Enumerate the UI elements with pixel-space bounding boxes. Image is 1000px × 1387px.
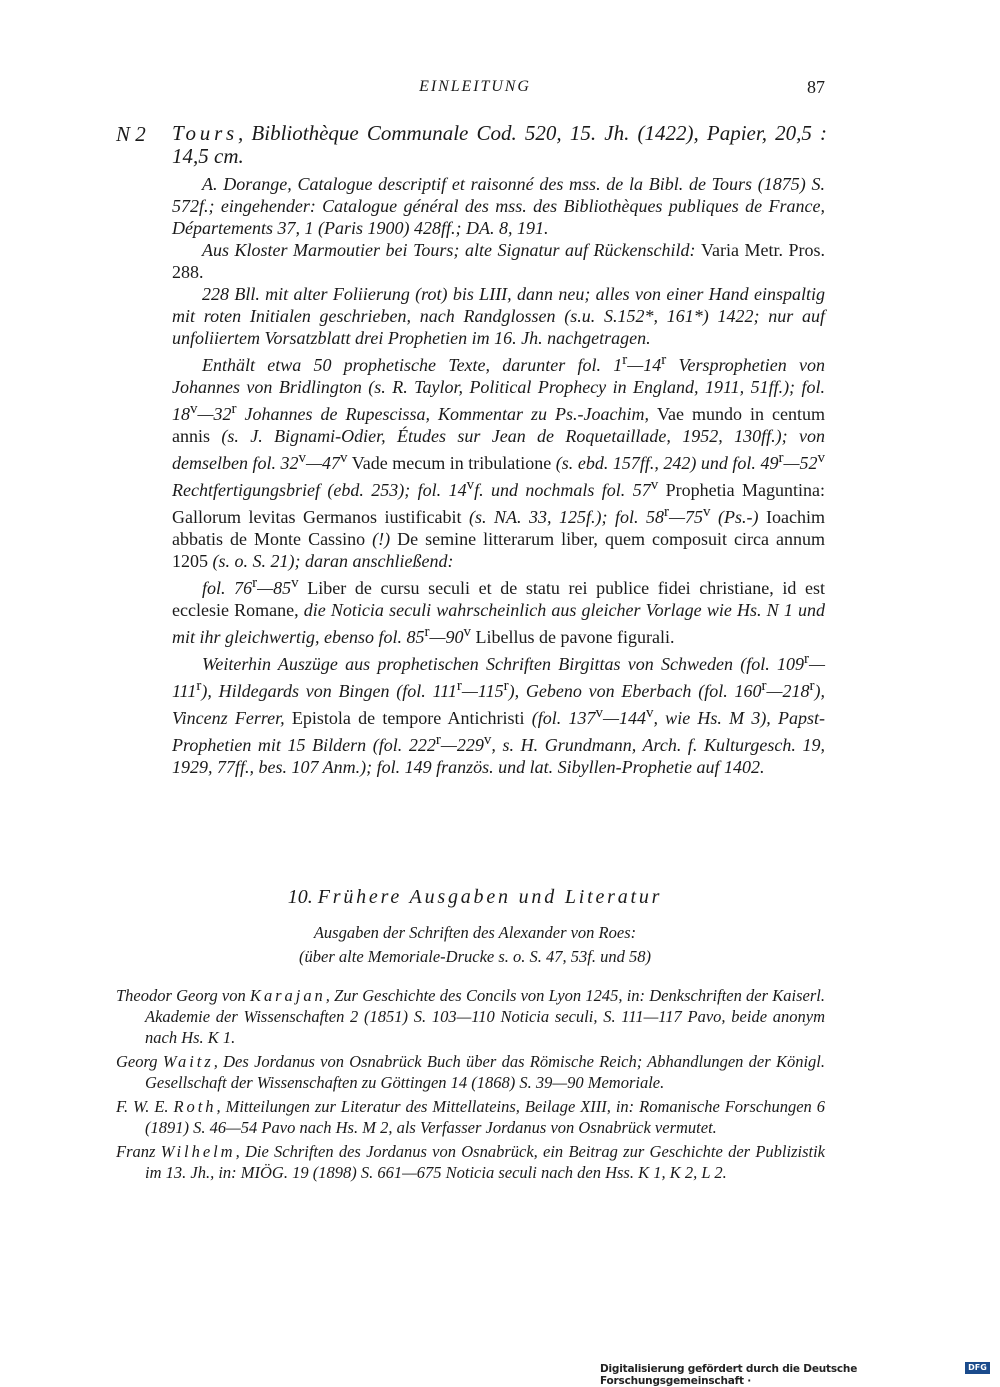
recto-mark: r xyxy=(622,352,628,368)
literature-entry xyxy=(116,1141,825,1183)
latin-title: Ioachim abbatis de Monte Cassino xyxy=(172,507,826,549)
contents-text xyxy=(658,480,665,500)
contents-text: (s. o. S. 21); daran anschließend: xyxy=(208,551,454,571)
literature-entry xyxy=(116,985,825,1048)
contents-text: , s. H. Grundmann, Arch. f. Kulturgesch. 19, 1929, 77ff., bes. 107 Anm.); fol. 149 französ. und lat. Sibyllen-Prophetie auf 1402. xyxy=(172,735,825,777)
catalogue-paragraph: A. Dorange, Catalogue descriptif et raisonné des mss. de la Bibl. de Tours (1875) S. 572f.; eingehender: Catalogue général des mss. des Bibliothèques publiques de France, Départements 37, 1 (Paris 1900) 428ff.; DA. 8, 191. xyxy=(172,174,825,238)
section-title xyxy=(150,886,800,909)
contents-text: ), Hildegards von Bingen (fol. 111 xyxy=(201,681,457,701)
entry-text: , Des Jordanus von Osnabrück Buch über das Römische Reich; Abhandlungen der Königl. Gesellschaft der Wissenschaften zu Göttingen 14 (1868) S. 39—90 Memoriale. xyxy=(145,1052,825,1092)
contents-text: Rechtfertigungsbrief (ebd. 253); fol. 14 xyxy=(172,480,467,500)
codicology-paragraph: 228 Bll. mit alter Foliierung (rot) bis LIII, dann neu; alles von einer Hand einspaltig mit roten Initialen geschrieben, nach Randglossen (s.u. S.152*, 161*) 1422; nur auf unfoliiertem Vorsatzblatt drei Prophetien im 16. Jh. nachgetragen. xyxy=(172,284,825,348)
contents-paragraph xyxy=(172,648,825,778)
manuscript-place: Tours xyxy=(172,121,238,145)
contents-text: (!) xyxy=(365,529,398,549)
author-surname: Roth xyxy=(173,1097,217,1116)
manuscript-heading-rest: , Bibliothèque Communale Cod. 520, 15. Jh. (1422), Papier, 20,5 : 14,5 cm. xyxy=(172,121,827,168)
latin-title: Liber de cursu seculi et de statu rei publice fidei christiane, id est ecclesie Romane, xyxy=(172,578,825,620)
manuscript-sigla: N 2 xyxy=(116,122,146,146)
section-title-text: Frühere Ausgaben und Literatur xyxy=(317,886,663,908)
author-first-name: F. W. E. xyxy=(116,1097,174,1116)
contents-text xyxy=(299,578,308,598)
latin-title: Epistola de tempore Antichristi xyxy=(291,708,525,728)
page-number: 87 xyxy=(807,77,825,97)
verso-mark: v xyxy=(817,450,825,466)
contents-text: —52 xyxy=(783,453,818,473)
literature-list xyxy=(116,985,825,1186)
contents-text: ), Vincenz Ferrer, xyxy=(172,681,826,728)
latin-title: Vade mecum in tribulatione xyxy=(351,453,552,473)
contents-text: —218 xyxy=(766,681,810,701)
recto-mark: r xyxy=(664,504,670,520)
recto-mark: r xyxy=(661,352,667,368)
recto-mark: r xyxy=(435,732,441,748)
provenance-text: Aus Kloster Marmoutier bei Tours; alte Signatur auf Rückenschild: xyxy=(202,240,701,260)
contents-text: —144 xyxy=(602,708,646,728)
contents-text: —32 xyxy=(197,404,232,424)
author-first-name: Georg xyxy=(116,1052,163,1071)
entry-text: , Zur Geschichte des Concils von Lyon 1245, in: Denkschriften der Kaiserl. Akademie der Wissenschaften 2 (1851) S. 103—110 Noticia seculi, S. 111—117 Pavo, beide anonym nach Hs. K 1. xyxy=(145,986,825,1047)
running-head: EINLEITUNG xyxy=(419,78,531,95)
contents-text: f. und nochmals fol. 57 xyxy=(474,480,651,500)
contents-text: —229 xyxy=(440,735,484,755)
recto-mark: r xyxy=(803,651,809,667)
latin-title: Prophetia Maguntina: Gallorum levitas Germanos iustificabit xyxy=(172,480,825,527)
verso-mark: v xyxy=(483,732,492,748)
recto-mark: r xyxy=(456,678,462,694)
contents-text: Enthält etwa 50 prophetische Texte, darunter fol. 1 xyxy=(202,355,623,375)
author-first-name: Franz xyxy=(116,1142,161,1161)
recto-mark: r xyxy=(761,678,767,694)
contents-text: (s. ebd. 157ff., 242) und fol. 49 xyxy=(551,453,779,473)
contents-paragraph xyxy=(172,572,825,648)
recto-mark: r xyxy=(778,450,784,466)
contents-text: ), Gebeno von Eberbach (fol. 160 xyxy=(508,681,762,701)
dfg-logo: DFG xyxy=(965,1362,990,1374)
manuscript-heading xyxy=(172,122,827,168)
verso-mark: v xyxy=(340,450,348,466)
recto-mark: r xyxy=(503,678,509,694)
section-subtitle: Ausgaben der Schriften des Alexander von Roes: xyxy=(313,923,637,942)
verso-mark: v xyxy=(595,705,603,721)
recto-mark: r xyxy=(424,624,430,640)
verso-mark: v xyxy=(291,575,299,591)
contents-text: (Ps.-) xyxy=(710,507,767,527)
latin-title: De semine litterarum liber, quem composuit circa annum 1205 xyxy=(172,529,825,571)
author-first-name: Theodor Georg von xyxy=(116,986,250,1005)
old-shelfmark: Varia Metr. Pros. 288. xyxy=(172,240,826,282)
entry-text: , Mitteilungen zur Literatur des Mittellateins, Beilage XIII, in: Romanische Forschungen 6 (1891) S. 46—54 Pavo nach Hs. M 2, als Verfasser Jordanus von Osnabrück vermutet. xyxy=(145,1097,825,1137)
author-surname: Wilhelm xyxy=(160,1142,236,1161)
verso-mark: v xyxy=(190,401,198,417)
contents-text: —111 xyxy=(172,654,825,701)
contents-paragraph xyxy=(172,349,825,572)
contents-text: —14 xyxy=(627,355,662,375)
contents-text: (fol. 137 xyxy=(524,708,596,728)
contents-text: (s. J. Bignami-Odier, Études sur Jean de Roquetaillade, 1952, 130ff.); von demselben fol. 32 xyxy=(172,426,825,473)
literature-entry xyxy=(116,1051,825,1093)
latin-title: Vae mundo in centum annis xyxy=(172,404,825,446)
contents-text: Johannes de Rupescissa, Kommentar zu Ps.-Joachim, xyxy=(236,404,657,424)
contents-text: , wie Hs. M 3), Papst-Prophetien mit 15 Bildern (fol. 222 xyxy=(172,708,826,755)
verso-mark: v xyxy=(466,477,475,493)
contents-text: Versprophetien von Johannes von Bridlington (s. R. Taylor, Political Prophecy in England, 1911, 51ff.); fol. 18 xyxy=(172,355,825,424)
verso-mark: v xyxy=(463,624,471,640)
contents-text: die Noticia seculi wahrscheinlich aus gleicher Vorlage wie Hs. N 1 und mit ihr gleichwertig, ebenso fol. 85 xyxy=(172,600,825,647)
digitization-note: Digitalisierung gefördert durch die Deutsche Forschungsgemeinschaft · xyxy=(600,1363,858,1387)
contents-text: —85 xyxy=(257,578,292,598)
contents-text: (s. NA. 33, 125f.); fol. 58 xyxy=(461,507,665,527)
author-surname: Waitz xyxy=(162,1052,214,1071)
manuscript-description xyxy=(172,173,825,778)
literature-entry xyxy=(116,1096,825,1138)
recto-mark: r xyxy=(809,678,815,694)
contents-text: —47 xyxy=(306,453,341,473)
section-subtitle-note: (über alte Memoriale-Drucke s. o. S. 47, 53f. und 58) xyxy=(299,947,651,966)
provenance-paragraph xyxy=(172,239,825,283)
section-number: 10. xyxy=(287,886,313,908)
verso-mark: v xyxy=(645,705,654,721)
recto-mark: r xyxy=(231,401,237,417)
recto-mark: r xyxy=(252,575,258,591)
contents-text: fol. 76 xyxy=(202,578,253,598)
contents-text: —115 xyxy=(461,681,504,701)
recto-mark: r xyxy=(196,678,202,694)
contents-text: —90 xyxy=(429,627,464,647)
verso-mark: v xyxy=(298,450,307,466)
author-surname: Karajan xyxy=(249,986,326,1005)
contents-text: Weiterhin Auszüge aus prophetischen Schriften Birgittas von Schweden (fol. 109 xyxy=(202,654,804,674)
latin-title: Libellus de pavone figurali. xyxy=(475,627,675,647)
entry-text: , Die Schriften des Jordanus von Osnabrück, ein Beitrag zur Geschichte der Publizistik im 13. Jh., in: MIÖG. 19 (1898) S. 661—675 Noticia seculi nach den Hss. K 1, K 2, L 2. xyxy=(145,1142,826,1182)
verso-mark: v xyxy=(703,504,711,520)
section-literature xyxy=(150,886,800,969)
contents-text: —75 xyxy=(669,507,704,527)
verso-mark: v xyxy=(650,477,659,493)
